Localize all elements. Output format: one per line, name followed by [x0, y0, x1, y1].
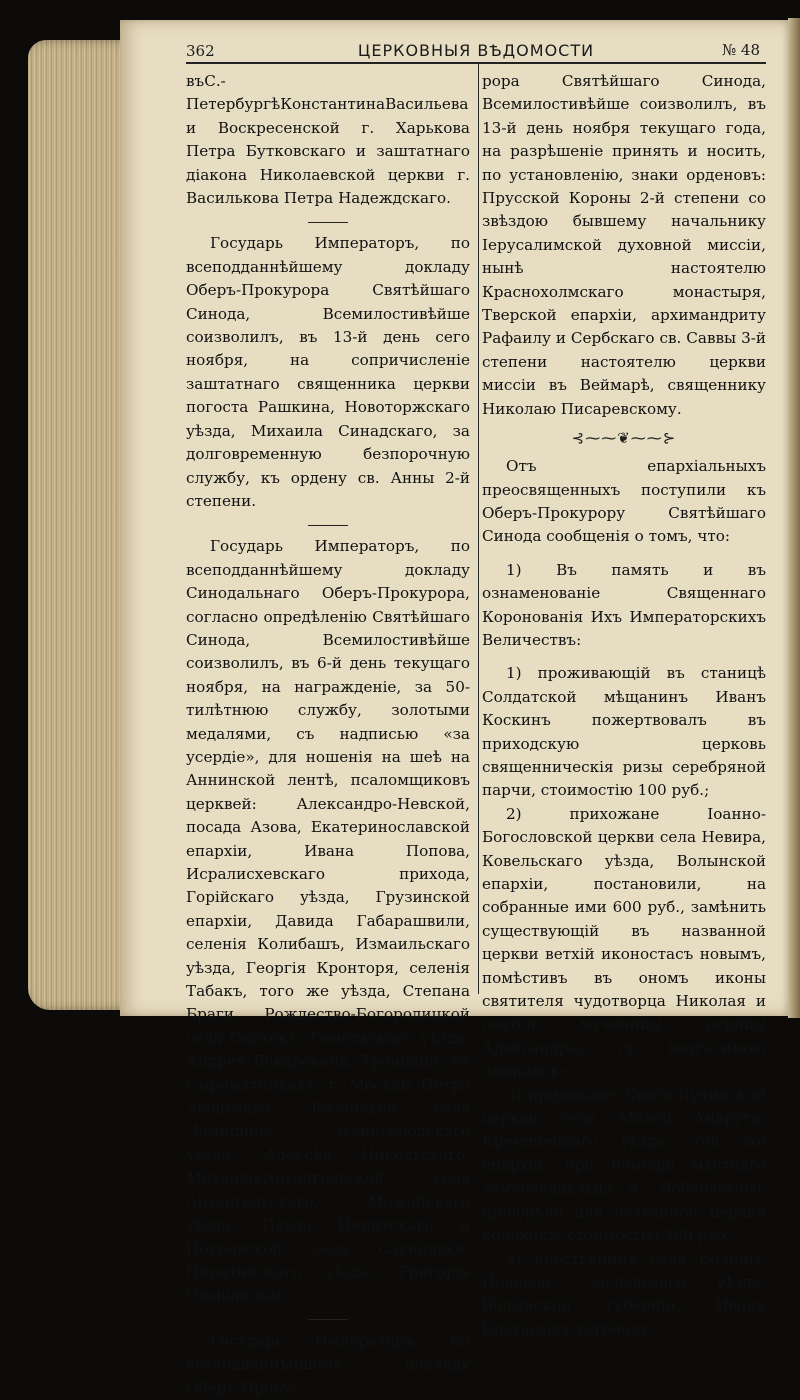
column-divider [478, 64, 479, 994]
ornament-divider: ⊰⁓⁓❦⁓⁓⊱ [571, 429, 677, 448]
paragraph: Государь Императоръ, по всеподданнѣйшему докладу Оберъ-Проку- [186, 1331, 470, 1397]
list-item: 2) прихожане Іоанно-Богословской церкви села Невира, Ковельскаго уѣзда, Волынской епархіи, постановили, на собранные ими 600 руб., замѣнить существующій въ названной церкви ветхій иконостасъ новымъ, помѣстивъ въ ономъ иконы святителя чудотворца Николая и святой мученицы царицы Александры, съ неугасимою лампадою; [482, 804, 766, 1081]
facing-page-edge [788, 18, 800, 1018]
right-column [482, 70, 766, 1341]
section-heading: 1) Въ память и въ ознаменованіе Священнаго Коронованія Ихъ Императорскихъ Величествъ: [482, 560, 766, 649]
page-number: 362 [186, 42, 215, 60]
issue-number: № 48 [721, 41, 760, 59]
paragraph: рора Святѣйшаго Синода, Всемилостивѣйше соизволилъ, въ 13-й день ноября текущаго года, на разрѣшеніе принять и носить, по установленію, знаки орденовъ: Прусской Короны 2-й степени со звѣздою бывшему начальнику Іерусалимской духовной миссіи, нынѣ настоятелю Краснохолмскаго монастыря, Тверской епархіи, архимандриту Рафаилу и Сербскаго св. Саввы 3-й степени настоятелю церкви миссіи въ Веймарѣ, священнику Николаю Писаревскому. [482, 72, 766, 418]
left-column [186, 70, 470, 1400]
page-header [186, 38, 766, 64]
paragraph: Государь Императоръ, по всеподданнѣйшему докладу Синодальнаго Оберъ-Прокурора, согласно опредѣленію Святѣйшаго Синода, Всемилостивѣйше соизволилъ, въ 6-й день текущаго ноября, на награжденіе, за 50-тилѣтнюю службу, золотыми медалями, съ надписью «за усердіе», для ношенія на шеѣ на Аннинской лентѣ, псаломщиковъ церквей: Александро-Невской, посада Азова, Екатеринославской епархіи, Ивана Попова, Исралисхевскаго прихода, Горійскаго уѣзда, Грузинской епархіи, Давида Габарашвили, селенія Колибашъ, Измаильскаго уѣзда, Георгія Кронторя, селенія Табакъ, того же уѣзда, Степана Браги, Рождество-Богородицкой села Скитокъ, Гомельскаго уѣзда, Андрея Бекаревича, Троицкой, въ Сыромятникахъ, г. Москвы Петра Аѳонскаго, Казанской села Ламишина, Звенигородскаго уѣзда, Алексѣя Никольскаго, Михаило-Архангельской села Архангельскаго, Можайскаго уѣзда, Павла Никитскаго и Покровской села Сасиновки, Пирятинскаго уѣзда, Григорія Ольшанскаго. [186, 537, 470, 1305]
paragraph: Отъ епархіальныхъ преосвященныхъ поступили къ Оберъ-Прокурору Святѣйшаго Синода сообщенія о томъ, что: [482, 457, 766, 546]
paragraph: Государь Императоръ, по всеподданнѣйшему докладу Оберъ-Прокурора Святѣйшаго Синода, Всемилостивѣйше соизволилъ, въ 13-й день сего ноября, на сопричисленіе заштатнаго священника церкви погоста Рашкина, Новоторжскаго уѣзда, Михаила Синадскаго, за долговременную безпорочную службу, къ ордену св. Анны 2-й степени. [186, 234, 470, 510]
list-item: 4) крестьянинъ села Волицы-Полевой, Заславскаго уѣзда, Волынской губерніи, Иванъ Кратасюкъ устроилъ [482, 1249, 766, 1338]
section-dash [186, 1308, 470, 1330]
section-dash [186, 513, 470, 535]
list-item: 3) прихожане Свято-Лукинской церкви села Малой Андруги, Кременецкаго уѣзда, той же епархіи, при помощи мѣстнаго землевладѣльца А. Лобковскаго, пріобрѣли для названной церкви колоколъ, стоимостію 300 руб.; [482, 1085, 766, 1245]
paragraph: въС.-ПетербургѣКонстантинаВасильева и Воскресенской г. Харькова Петра Бутковскаго и заштатнаго діакона Николаевской церкви г. Василькова Петра Надеждскаго. [186, 72, 470, 208]
list-item: 1) проживающій въ станицѣ Солдатской мѣщанинъ Иванъ Коскинъ пожертвовалъ въ приходскую церковь священническія ризы серебряной парчи, стоимостію 100 руб.; [482, 664, 766, 800]
section-dash [186, 210, 470, 232]
journal-title: ЦЕРКОВНЫЯ ВѢДОМОСТИ [357, 41, 595, 60]
